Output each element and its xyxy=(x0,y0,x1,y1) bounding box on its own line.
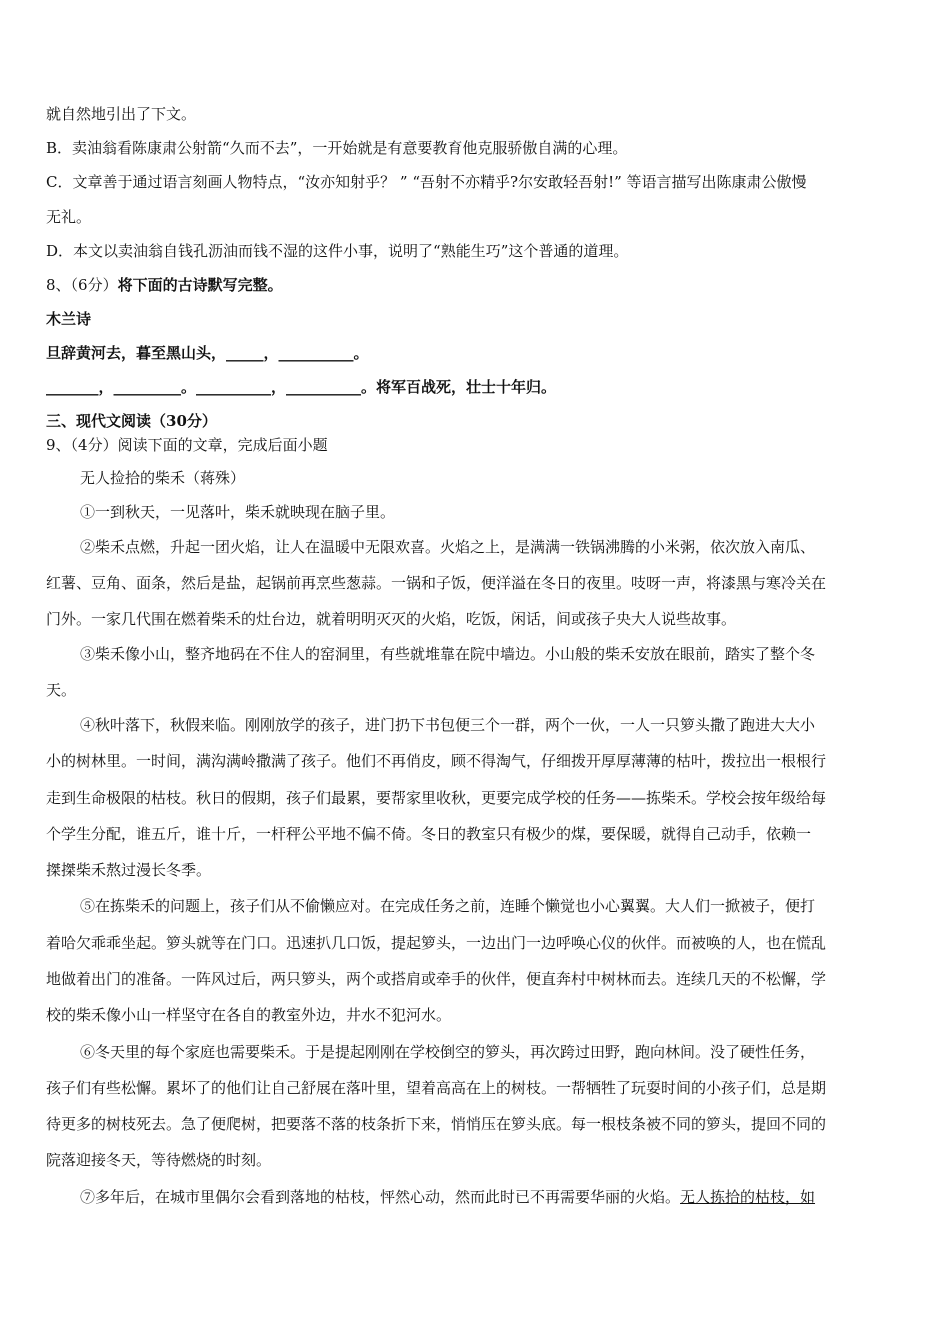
paragraph-3-line-1: ③柴禾像小山，整齐地码在不住人的窑洞里，有些就堆靠在院中墙边。小山般的柴禾安放在眼前，踏实了整个冬 xyxy=(80,645,816,663)
paragraph-6-line-2: 孩子们有些松懈。累坏了的他们让自己舒展在落叶里，望着高高在上的树枝。一帮牺牲了玩耍时间的小孩子们，总是期 xyxy=(46,1079,827,1097)
paragraph-5-line-2: 着哈欠乖乖坐起。箩头就等在门口。迅速扒几口饭，提起箩头，一边出门一边呼唤心仪的伙伴。而被唤的人，也在慌乱 xyxy=(46,934,827,952)
option-c-line1: C．文章善于通过语言刻画人物特点，“汝亦知射乎？ ” “吾射不亦精乎?尔安敢轻吾射!” 等语言描写出陈康肃公傲慢 xyxy=(46,173,807,191)
q8-number: 8、（6分） xyxy=(46,276,118,294)
paragraph-5-line-1: ⑤在拣柴禾的问题上，孩子们从不偷懒应对。在完成任务之前，连睡个懒觉也小心翼翼。大人们一掀被子，便打 xyxy=(80,897,816,915)
paragraph-5-line-4: 校的柴禾像小山一样坚守在各自的教室外边，井水不犯河水。 xyxy=(46,1006,452,1024)
paragraph-6-line-4: 院落迎接冬天，等待燃烧的时刻。 xyxy=(46,1151,272,1169)
paragraph-7-underlined-text: 无人拣拾的枯枝，如 xyxy=(680,1188,816,1206)
section-3-heading: 三、现代文阅读（30分） xyxy=(46,412,217,430)
poem-line-1: 旦辞黄河去，暮至黑山头，_____，__________。 xyxy=(46,344,369,362)
paragraph-2-line-1: ②柴禾点燃，升起一团火焰，让人在温暖中无限欢喜。火焰之上，是满满一铁锅沸腾的小米粥，依次放入南瓜、 xyxy=(80,538,816,556)
paragraph-1: ①一到秋天，一见落叶，柴禾就映现在脑子里。 xyxy=(80,503,396,521)
paragraph-4-line-2: 小的树林里。一时间，满沟满岭撒满了孩子。他们不再俏皮，顾不得淘气，仔细拨开厚厚薄薄的枯叶，拨拉出一根根行 xyxy=(46,752,827,770)
paragraph-3-line-2: 天。 xyxy=(46,681,77,699)
paragraph-4-line-4: 个学生分配，谁五斤，谁十斤，一杆秤公平地不偏不倚。冬日的教室只有极少的煤，要保暖，就得自己动手，依赖一 xyxy=(46,825,812,843)
paragraph-7-line-1 xyxy=(80,1187,815,1207)
option-b: B．卖油翁看陈康肃公射箭“久而不去”，一开始就是有意要教育他克服骄傲自满的心理。 xyxy=(46,139,628,157)
paragraph-2-line-2: 红薯、豆角、面条，然后是盐，起锅前再烹些葱蒜。一锅和子饭，便洋溢在冬日的夜里。吱呀一声，将漆黑与寒冷关在 xyxy=(46,574,827,592)
q7-tail-text: 就自然地引出了下文。 xyxy=(46,105,197,123)
paragraph-2-line-3: 门外。一家几代围在燃着柴禾的灶台边，就着明明灭灭的火焰，吃饭，闲话，间或孩子央大人说些故事。 xyxy=(46,610,737,628)
poem-title: 木兰诗 xyxy=(46,310,92,328)
paragraph-6-line-3: 待更多的树枝死去。急了便爬树，把要落不落的枝条折下来，悄悄压在箩头底。每一根枝条被不同的箩头，提回不同的 xyxy=(46,1115,827,1133)
paragraph-4-line-1: ④秋叶落下，秋假来临。刚刚放学的孩子，进门扔下书包便三个一群，两个一伙，一人一只箩头撒了跑进大大小 xyxy=(80,716,816,734)
question-9: 9、（4分）阅读下面的文章，完成后面小题 xyxy=(46,436,328,454)
paragraph-5-line-3: 地做着出门的准备。一阵风过后，两只箩头，两个或搭肩或牵手的伙伴，便直奔村中树林而去。连续几天的不松懈，学 xyxy=(46,970,827,988)
q8-instruction: 将下面的古诗默写完整。 xyxy=(117,276,283,294)
paragraph-4-line-5: 搩搩柴禾熬过漫长冬季。 xyxy=(46,861,212,879)
article-title: 无人捡拾的柴禾（蒋殊） xyxy=(80,469,246,487)
option-d: D．本文以卖油翁自钱孔沥油而钱不湿的这件小事，说明了“熟能生巧”这个普通的道理。 xyxy=(46,242,629,260)
paragraph-6-line-1: ⑥冬天里的每个家庭也需要柴禾。于是提起刚刚在学校倒空的箩头，再次跨过田野，跑向林间。没了硬性任务， xyxy=(80,1043,816,1061)
poem-line-2: _______，_________。__________，__________。将军百战死，壮士十年归。 xyxy=(46,378,557,396)
option-c-line2: 无礼。 xyxy=(46,208,92,226)
paragraph-7-text: ⑦多年后，在城市里偶尔会看到落地的枯枝，怦然心动，然而此时已不再需要华丽的火焰。 xyxy=(80,1188,681,1206)
question-8 xyxy=(46,275,283,295)
paragraph-4-line-3: 走到生命极限的枯枝。秋日的假期，孩子们最累，要帮家里收秋，更要完成学校的任务——拣柴禾。学校会按年级给每 xyxy=(46,789,827,807)
